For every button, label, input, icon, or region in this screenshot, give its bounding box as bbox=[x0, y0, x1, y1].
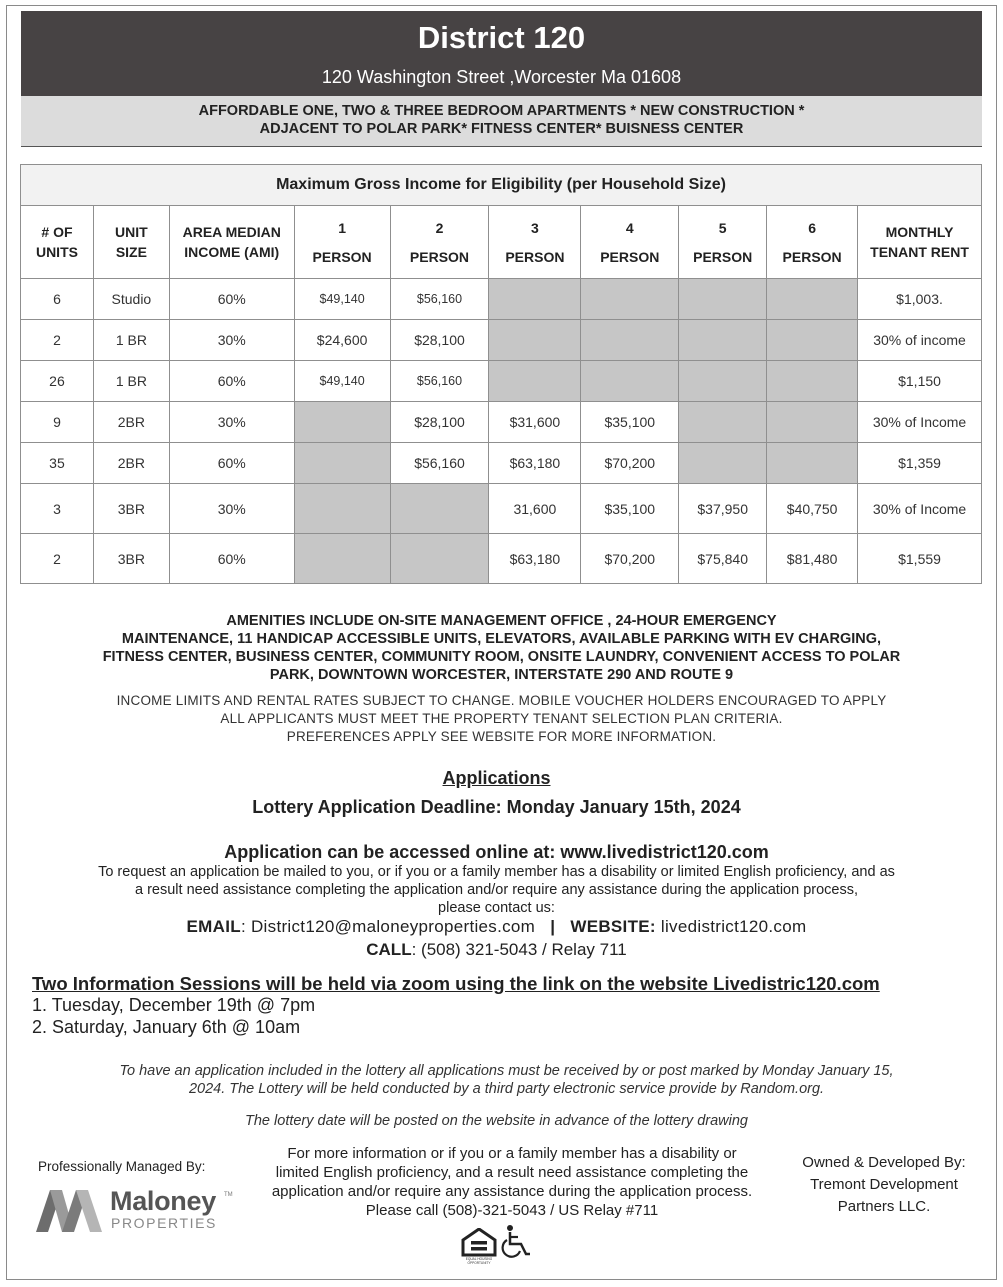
cell-p3: $63,180 bbox=[489, 443, 581, 484]
cell-units: 6 bbox=[21, 279, 94, 320]
cell-ami: 60% bbox=[169, 443, 294, 484]
cell-rent: 30% of Income bbox=[858, 402, 982, 443]
phone-number[interactable]: (508) 321-5043 / Relay 711 bbox=[421, 940, 627, 959]
cell-rent: $1,150 bbox=[858, 361, 982, 402]
header-num-units: # OF UNITS bbox=[21, 206, 94, 279]
header-monthly-rent: MONTHLY TENANT RENT bbox=[858, 206, 982, 279]
cell-size: 2BR bbox=[93, 402, 169, 443]
cell-ami: 60% bbox=[169, 279, 294, 320]
cell-size: Studio bbox=[93, 279, 169, 320]
table-row bbox=[21, 361, 982, 402]
cell-p3: $31,600 bbox=[489, 402, 581, 443]
table-row bbox=[21, 279, 982, 320]
cell-rent: $1,003. bbox=[858, 279, 982, 320]
features-banner bbox=[21, 96, 982, 147]
cell-p5: $75,840 bbox=[679, 534, 767, 584]
cell-p3: $63,180 bbox=[489, 534, 581, 584]
cell-ami: 60% bbox=[169, 361, 294, 402]
cell-p6: $40,750 bbox=[767, 484, 858, 534]
lottery-date-note: The lottery date will be posted on the website in advance of the lottery drawing bbox=[245, 1113, 748, 1129]
income-eligibility-table bbox=[20, 164, 982, 584]
cell-size: 3BR bbox=[93, 534, 169, 584]
contact-line: EMAIL: District120@maloneyproperties.com | WEBSITE: livedistrict120.com bbox=[186, 917, 807, 936]
unavailable-cell bbox=[767, 279, 858, 320]
unavailable-cell bbox=[294, 402, 390, 443]
table-row bbox=[21, 443, 982, 484]
cell-ami: 30% bbox=[169, 320, 294, 361]
unavailable-cell bbox=[679, 402, 767, 443]
features-line-1: AFFORDABLE ONE, TWO & THREE BEDROOM APARTMENTS * NEW CONSTRUCTION * bbox=[198, 103, 805, 119]
separator: | bbox=[550, 917, 556, 936]
svg-text:OPPORTUNITY: OPPORTUNITY bbox=[467, 1261, 491, 1265]
maloney-properties-logo bbox=[36, 1188, 236, 1234]
wheelchair-accessible-icon bbox=[501, 1224, 533, 1260]
table-row bbox=[21, 320, 982, 361]
features-line-2: ADJACENT TO POLAR PARK* FITNESS CENTER* BUISNESS CENTER bbox=[259, 121, 744, 137]
table-header-row bbox=[21, 206, 982, 279]
unavailable-cell bbox=[581, 361, 679, 402]
email-label: EMAIL bbox=[186, 917, 241, 936]
header-banner bbox=[21, 11, 982, 96]
unavailable-cell bbox=[489, 320, 581, 361]
managed-by-label: Professionally Managed By: bbox=[38, 1159, 206, 1174]
cell-size: 3BR bbox=[93, 484, 169, 534]
more-info-text: For more information or if you or a family member has a disability or limited English proficiency, and a result need assistance completing the application and/or require any assistance during the application process. Please call (508)-321-5043 / US Relay #711 bbox=[271, 1145, 753, 1219]
unavailable-cell bbox=[767, 320, 858, 361]
cell-units: 26 bbox=[21, 361, 94, 402]
property-address: 120 Washington Street ,Worcester Ma 01608 bbox=[321, 67, 682, 87]
header-person-4: 4 PERSON bbox=[581, 206, 679, 279]
svg-text:EQUAL HOUSING: EQUAL HOUSING bbox=[465, 1257, 493, 1261]
cell-rent: 30% of Income bbox=[858, 484, 982, 534]
cell-units: 2 bbox=[21, 320, 94, 361]
unavailable-cell bbox=[390, 534, 489, 584]
unavailable-cell bbox=[679, 320, 767, 361]
call-line: CALL: (508) 321-5043 / Relay 711 bbox=[366, 940, 627, 959]
cell-p2: $56,160 bbox=[390, 443, 489, 484]
cell-p5: $37,950 bbox=[679, 484, 767, 534]
equal-housing-opportunity-icon bbox=[461, 1228, 497, 1266]
info-session-item: 1. Tuesday, December 19th @ 7pm bbox=[32, 995, 316, 1015]
unavailable-cell bbox=[390, 484, 489, 534]
owned-developed-by: Owned & Developed By: Tremont Development Partners LLC. bbox=[802, 1154, 966, 1215]
cell-units: 9 bbox=[21, 402, 94, 443]
unavailable-cell bbox=[679, 279, 767, 320]
logo-subtitle: PROPERTIES bbox=[111, 1215, 217, 1231]
unavailable-cell bbox=[294, 484, 390, 534]
info-session-item: 2. Saturday, January 6th @ 10am bbox=[32, 1017, 301, 1037]
table-row bbox=[21, 534, 982, 584]
cell-p4: $70,200 bbox=[581, 534, 679, 584]
header-ami: AREA MEDIAN INCOME (AMI) bbox=[169, 206, 294, 279]
cell-size: 2BR bbox=[93, 443, 169, 484]
cell-ami: 30% bbox=[169, 402, 294, 443]
table-row bbox=[21, 402, 982, 443]
table-row bbox=[21, 484, 982, 534]
cell-p4: $35,100 bbox=[581, 484, 679, 534]
unavailable-cell bbox=[767, 443, 858, 484]
email-link[interactable]: District120@maloneyproperties.com bbox=[250, 917, 536, 936]
header-unit-size: UNIT SIZE bbox=[93, 206, 169, 279]
application-deadline: Lottery Application Deadline: Monday January 15th, 2024 bbox=[252, 797, 741, 817]
online-application-link[interactable]: Application can be accessed online at: www.livedistrict120.com bbox=[224, 842, 769, 862]
cell-p1: $49,140 bbox=[294, 279, 390, 320]
unavailable-cell bbox=[767, 361, 858, 402]
lottery-note: To have an application included in the lottery all applications must be received by or post marked by Monday January 15, 2024. The Lottery will be held conducted by a third party electronic service provide by Random.org. bbox=[119, 1063, 894, 1097]
cell-p1: $24,600 bbox=[294, 320, 390, 361]
cell-p3: 31,600 bbox=[489, 484, 581, 534]
cell-p6: $81,480 bbox=[767, 534, 858, 584]
header-person-1: 1 PERSON bbox=[294, 206, 390, 279]
cell-ami: 60% bbox=[169, 534, 294, 584]
logo-trademark: TM bbox=[224, 1192, 233, 1198]
cell-p2: $28,100 bbox=[390, 320, 489, 361]
info-sessions-heading: Two Information Sessions will be held via zoom using the link on the website Livedistric120.com bbox=[32, 973, 880, 994]
header-person-5: 5 PERSON bbox=[679, 206, 767, 279]
cell-p2: $56,160 bbox=[390, 279, 489, 320]
unavailable-cell bbox=[294, 443, 390, 484]
cell-ami: 30% bbox=[169, 484, 294, 534]
cell-size: 1 BR bbox=[93, 320, 169, 361]
cell-rent: $1,359 bbox=[858, 443, 982, 484]
maloney-logo-mark-icon bbox=[36, 1190, 108, 1232]
unavailable-cell bbox=[581, 320, 679, 361]
applications-heading: Applications bbox=[442, 768, 551, 788]
cell-p4: $70,200 bbox=[581, 443, 679, 484]
unavailable-cell bbox=[679, 443, 767, 484]
unavailable-cell bbox=[767, 402, 858, 443]
eligibility-notes: INCOME LIMITS AND RENTAL RATES SUBJECT TO CHANGE. MOBILE VOUCHER HOLDERS ENCOURAGED TO APPLY ALL APPLICANTS MUST MEET THE PROPERTY TENANT SELECTION PLAN CRITERIA. PREFERENCES APPLY SEE WEBSITE FOR MORE INFORMATION. bbox=[116, 693, 887, 744]
cell-p4: $35,100 bbox=[581, 402, 679, 443]
header-person-3: 3 PERSON bbox=[489, 206, 581, 279]
unavailable-cell bbox=[489, 279, 581, 320]
call-label: CALL bbox=[366, 940, 412, 959]
cell-units: 2 bbox=[21, 534, 94, 584]
unavailable-cell bbox=[581, 279, 679, 320]
website-link[interactable]: livedistrict120.com bbox=[660, 917, 807, 936]
cell-rent: $1,559 bbox=[858, 534, 982, 584]
cell-p2: $28,100 bbox=[390, 402, 489, 443]
request-application-text: To request an application be mailed to you, or if you or a family member has a disability or limited English proficiency, and as a result need assistance completing the application and/or require any assistance during the application process, please contact us: bbox=[98, 864, 895, 916]
unavailable-cell bbox=[679, 361, 767, 402]
unavailable-cell bbox=[294, 534, 390, 584]
unavailable-cell bbox=[489, 361, 581, 402]
header-person-6: 6 PERSON bbox=[767, 206, 858, 279]
logo-name: Maloney bbox=[110, 1186, 216, 1216]
header-person-2: 2 PERSON bbox=[390, 206, 489, 279]
cell-p2: $56,160 bbox=[390, 361, 489, 402]
cell-units: 35 bbox=[21, 443, 94, 484]
cell-p1: $49,140 bbox=[294, 361, 390, 402]
table-caption: Maximum Gross Income for Eligibility (per Household Size) bbox=[21, 165, 982, 206]
cell-units: 3 bbox=[21, 484, 94, 534]
property-title: District 120 bbox=[417, 20, 586, 55]
cell-size: 1 BR bbox=[93, 361, 169, 402]
website-label: WEBSITE: bbox=[570, 917, 656, 936]
amenities-text: AMENITIES INCLUDE ON-SITE MANAGEMENT OFFICE , 24-HOUR EMERGENCY MAINTENANCE, 11 HANDICAP ACCESSIBLE UNITS, ELEVATORS, AVAILABLE PARKING WITH EV CHARGING, FITNESS CENTER, BUSINESS CENTER, COMMUNITY ROOM, ONSITE LAUNDRY, CONVENIENT ACCESS TO POLAR PARK, DOWNTOWN WORCESTER, INTERSTATE 290 AND ROUTE 9 bbox=[102, 613, 901, 683]
cell-rent: 30% of income bbox=[858, 320, 982, 361]
